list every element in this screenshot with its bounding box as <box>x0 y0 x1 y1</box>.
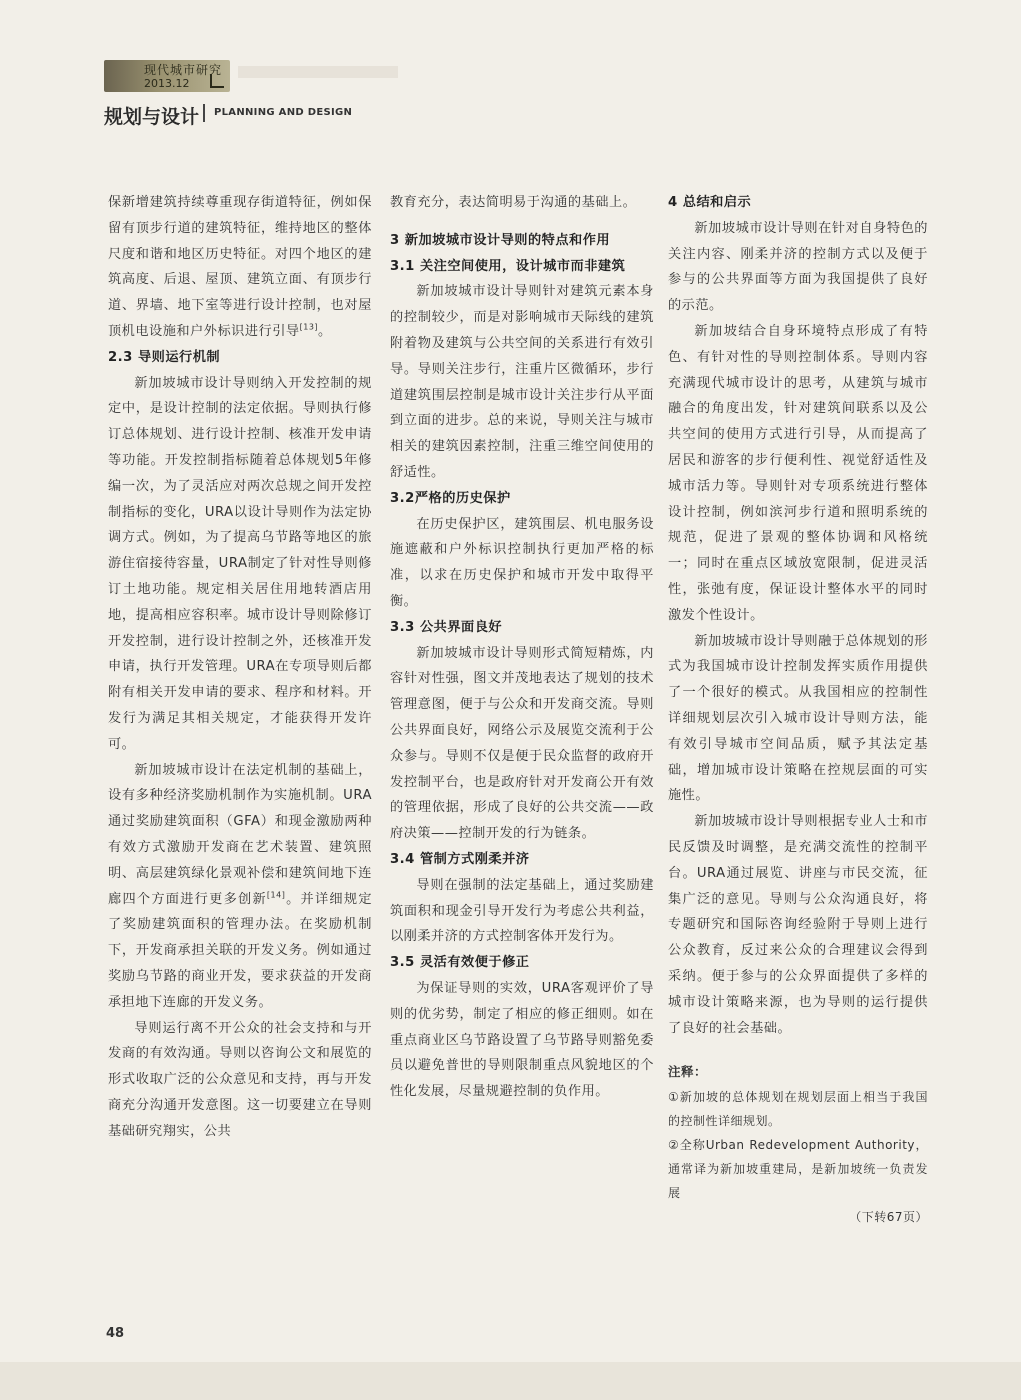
paragraph: 新加坡城市设计导则根据专业人士和市民反馈及时调整，是充满交流性的控制平台。URA通过展览、讲座与市民交流，征集广泛的意见。导则与公众沟通良好，将专题研究和国际咨询经验附于导则上进行公众教育，反过来公众的合理建议会得到采纳。便于参与的公众界面提供了多样的城市设计策略来源，也为导则的运行提供了良好的社会基础。 <box>668 814 928 1036</box>
paragraph: 教育充分，表达简明易于沟通的基础上。 <box>390 195 637 210</box>
masthead-tag <box>104 60 230 92</box>
heading-3-3: 3.3 公共界面良好 <box>390 619 503 635</box>
heading-3-4: 3.4 管制方式刚柔并济 <box>390 851 530 867</box>
paragraph: 新加坡城市设计在法定机制的基础上，设有多种经济奖励机制作为实施机制。URA通过奖励建筑面积（GFA）和现金激励两种有效方式激励开发商在艺术装置、建筑照明、高层建筑绿化景观补偿和建筑间地下连廊四个方面进行更多创新[14]。并详细规定了奖励建筑面积的管理办法。在奖励机制下，开发商承担关联的开发义务。例如通过奖励乌节路的商业开发，要求获益的开发商承担地下连廊的开发义务。 <box>108 762 373 1010</box>
paragraph: 在历史保护区，建筑围层、机电服务设施遮蔽和户外标识控制执行更加严格的标准，以求在历史保护和城市开发中取得平衡。 <box>390 516 654 609</box>
heading-3-2: 3.2严格的历史保护 <box>390 490 511 506</box>
heading-3-5: 3.5 灵活有效便于修正 <box>390 955 530 971</box>
page-number: 48 <box>106 1326 125 1341</box>
paragraph: 新加坡结合自身环境特点形成了有特色、有针对性的导则控制体系。导则内容充满现代城市设计的思考，从建筑与城市融合的角度出发，针对建筑间联系以及公共空间的使用方式进行引导，从而提高了居民和游客的步行便利性、视觉舒适性及城市活力等。导则针对专项系统进行整体设计控制，例如滨河步行道和照明系统的规范，促进了景观的整体协调和风格统一；同时在重点区域放宽限制，促进灵活性，张弛有度，保证设计整体水平的同时激发个性设计。 <box>668 323 928 623</box>
notes-title: 注释： <box>668 1064 708 1080</box>
column-3 <box>668 190 928 1231</box>
paragraph: 新加坡城市设计导则融于总体规划的形式为我国城市设计控制发挥实质作用提供了一个很好的模式。从我国相应的控制性详细规划层次引入城市设计导则方法，能有效引导城市空间品质，赋予其法定基础，增加城市设计策略在控规层面的可实施性。 <box>668 633 928 804</box>
column-2 <box>390 190 654 1105</box>
paragraph: 导则在强制的法定基础上，通过奖励建筑面积和现金引导开发行为考虑公共利益，以刚柔并济的方式控制客体开发行为。 <box>390 877 654 945</box>
heading-4: 4 总结和启示 <box>668 195 752 210</box>
paragraph: 新加坡城市设计导则针对建筑元素本身的控制较少，而是对影响城市天际线的建筑附着物及建筑与公共空间的关系进行有效引导。导则关注步行，注重片区微循环，步行道建筑围层控制是城市设计关注步行从平面到立面的进步。总的来说，导则关注与城市相关的建筑因素控制，注重三维空间使用的舒适性。 <box>390 284 654 480</box>
continued-marker: （下转67页） <box>849 1210 928 1225</box>
heading-3-1: 3.1 关注空间使用，设计城市而非建筑 <box>390 258 626 274</box>
paragraph: 为保证导则的实效，URA客观评价了导则的优劣势，制定了相应的修正细则。如在重点商业区乌节路设置了乌节路导则豁免委员以避免普世的导则限制重点风貌地区的个性化发展，尽量规避控制的负作用。 <box>390 980 654 1100</box>
column-1 <box>108 190 372 1144</box>
paragraph: 保新增建筑持续尊重现存街道特征，例如保留有顶步行道的建筑特征，维持地区的整体尺度和谐和地区历史特征。对四个地区的建筑高度、后退、屋顶、建筑立面、有顶步行道、界墙、地下室等进行设计控制，也对屋顶机电设施和户外标识进行引导[13]。 <box>108 195 372 339</box>
issue-number: 2013.12 <box>144 77 190 90</box>
paragraph: 导则运行离不开公众的社会支持和与开发商的有效沟通。导则以咨询公文和展览的形式收取广泛的公众意见和支持，再与开发商充分沟通开发意图。这一切要建立在导则基础研究翔实，公共 <box>108 1020 372 1139</box>
section-divider <box>203 104 205 122</box>
footer-band <box>0 1362 1021 1400</box>
paragraph: 新加坡城市设计导则在针对自身特色的关注内容、刚柔并济的控制方式以及便于参与的公共界面等方面为我国提供了良好的示范。 <box>668 220 928 314</box>
corner-arrow-icon <box>210 74 224 88</box>
magazine-name: 现代城市研究 <box>144 63 223 77</box>
paragraph: 新加坡城市设计导则纳入开发控制的规定中，是设计控制的法定依据。导则执行修订总体规划、进行设计控制、核准开发申请等功能。开发控制指标随着总体规划5年修编一次，为了灵活应对两次总规之间开发控制指标的变化，URA以设计导则作为法定协调方式。例如，为了提高乌节路等地区的旅游住宿接待容量，URA制定了针对性导则修订土地功能。规定相关居住用地转酒店用地，提高相应容积率。城市设计导则除修订开发控制，进行设计控制之外，还核准开发申请，执行开发管理。URA在专项导则后都附有相关开发申请的要求、程序和材料。开发行为满足其相关规定，才能获得开发许可。 <box>108 375 372 752</box>
heading-3: 3 新加坡城市设计导则的特点和作用 <box>390 232 611 248</box>
heading-2-3: 2.3 导则运行机制 <box>108 349 221 365</box>
paragraph: 新加坡城市设计导则形式简短精炼，内容针对性强，图文并茂地表达了规划的技术管理意图，便于与公众和开发商交流。导则公共界面良好，网络公示及展览交流利于公众参与。导则不仅是便于民众监督的政府开发控制平台，也是政府针对开发商公开有效的管理依据，形成了良好的公共交流——政府决策——控制开发的行为链条。 <box>390 645 654 842</box>
section-title: 规划与设计 <box>104 106 200 128</box>
faded-header-ghost <box>238 66 398 78</box>
section-title-en: PLANNING AND DESIGN <box>214 107 353 118</box>
note-1: ①新加坡的总体规划在规划层面上相当于我国的控制性详细规划。 <box>668 1090 928 1129</box>
reference-mark: [14] <box>266 890 286 900</box>
note-2: ②全称Urban Redevelopment Authority，通常译为新加坡重建局，是新加坡统一负责发展 <box>668 1138 928 1201</box>
reference-mark: [13] <box>299 322 319 332</box>
